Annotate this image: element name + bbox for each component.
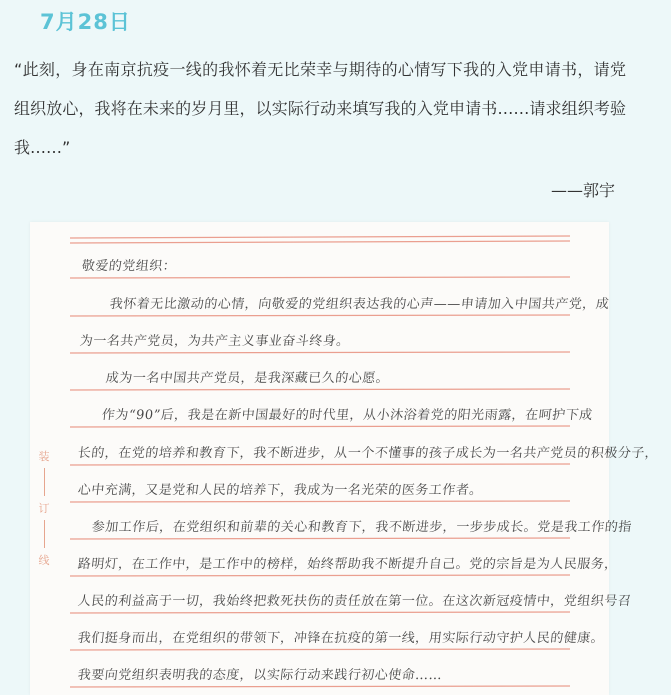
handwritten-line: 我们挺身而出，在党组织的带领下，冲锋在抗疫的第一线，用实际行动守护人民的健康。 <box>77 631 606 646</box>
binding-char: 订 <box>38 502 50 515</box>
quote-author: ——郭宇 <box>550 181 615 200</box>
binding-line-mark <box>38 448 50 568</box>
handwritten-line: 参加工作后，在党组织和前辈的关心和教育下，我不断进步，一步步成长。党是我工作的指 <box>91 520 633 535</box>
binding-char: 线 <box>38 554 50 567</box>
handwritten-line: 成为一名中国共产党员，是我深藏已久的心愿。 <box>105 371 391 386</box>
handwritten-line: 敬爱的党组织： <box>81 259 178 274</box>
handwritten-line: 为一名共产党员，为共产主义事业奋斗终身。 <box>79 334 351 349</box>
date-heading: 7月28日 <box>40 10 131 34</box>
handwritten-letter-image <box>30 222 660 695</box>
binding-char: 装 <box>38 450 50 463</box>
handwritten-line: 人民的利益高于一切，我始终把救死扶伤的责任放在第一位。在这次新冠疫情中，党组织号召 <box>77 594 633 609</box>
handwritten-line: 路明灯，在工作中，是工作中的榜样，始终帮助我不断提升自己。党的宗旨是为人民服务， <box>77 557 619 572</box>
handwritten-line: 作为“90”后，我是在新中国最好的时代里，从小沐浴着党的阳光雨露，在呵护下成 <box>101 408 594 423</box>
handwritten-line: 心中充满，又是党和人民的培养下，我成为一名光荣的医务工作者。 <box>77 483 484 498</box>
handwritten-line: 我要向党组织表明我的态度，以实际行动来践行初心使命…… <box>77 668 444 683</box>
handwritten-line: 我怀着无比激动的心情，向敬爱的党组织表达我的心声——申请加入中国共产党，成 <box>109 297 611 312</box>
quote-text: “此刻，身在南京抗疫一线的我怀着无比荣幸与期待的心情写下我的入党申请书，请党组织放心，我将在未来的岁月里，以实际行动来填写我的入党申请书……请求组织考验我……” <box>14 60 626 157</box>
handwritten-line: 长的，在党的培养和教育下，我不断进步，从一个不懂事的孩子成长为一名共产党员的积极分子， <box>77 446 660 461</box>
